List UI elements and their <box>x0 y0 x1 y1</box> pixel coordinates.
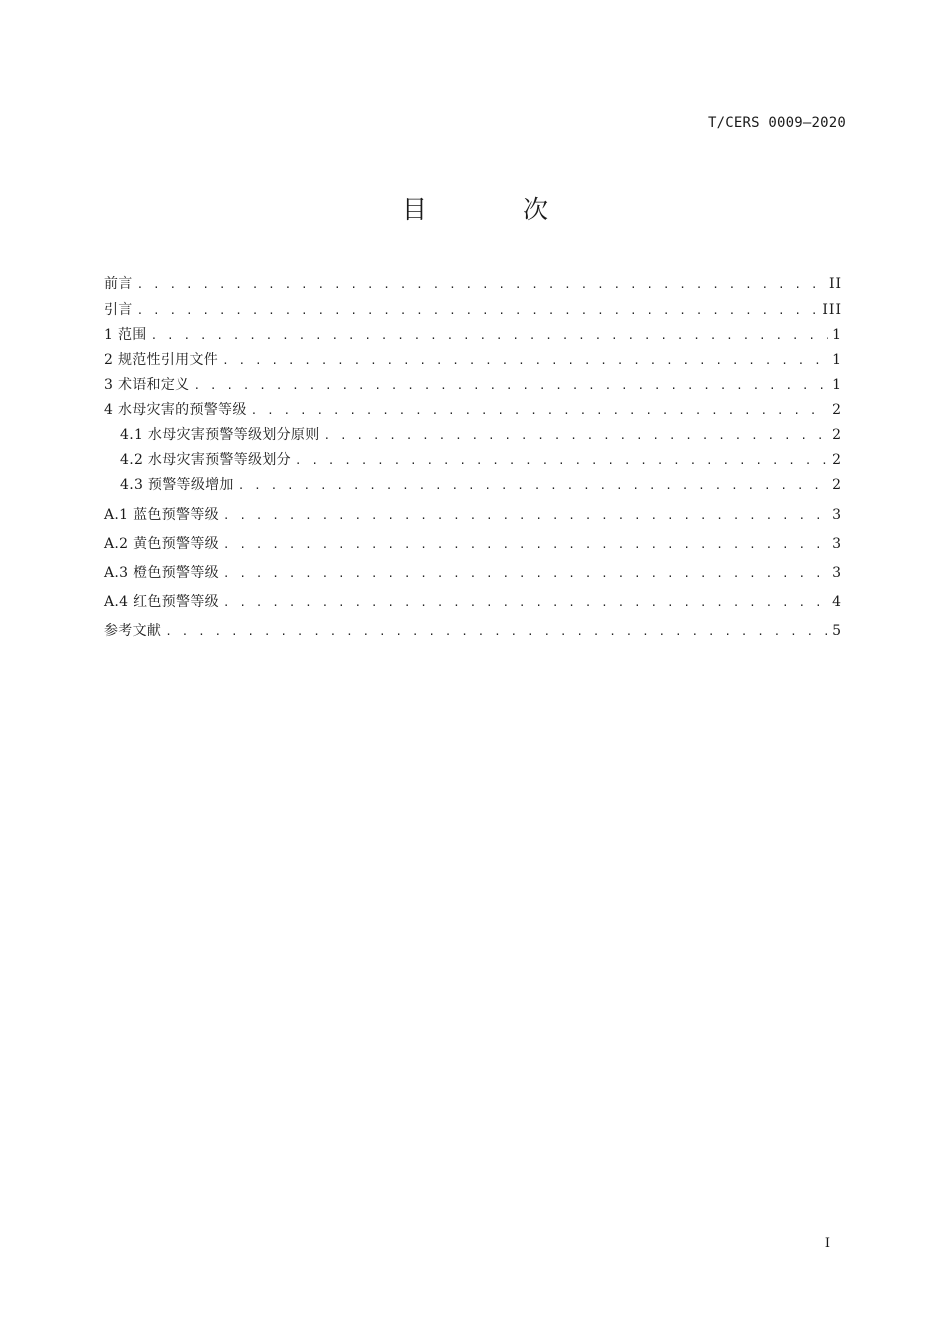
toc-dot-leader <box>295 448 828 473</box>
toc-entry-label: 4.2 水母灾害预警等级划分 <box>120 452 291 468</box>
toc-entry-label: 前言 <box>104 276 133 292</box>
toc-entry-label: A.2 黄色预警等级 <box>104 536 219 552</box>
toc-entry-4-1[interactable] <box>104 423 842 448</box>
toc-dot-leader <box>223 559 828 588</box>
toc-entry-bibliography[interactable] <box>104 617 842 646</box>
toc-entry-page: 1 <box>832 352 842 368</box>
table-of-contents <box>104 272 842 646</box>
toc-dot-leader <box>137 272 825 297</box>
toc-entry-label: 4 水母灾害的预警等级 <box>104 402 247 418</box>
toc-entry-introduction[interactable] <box>104 298 842 323</box>
toc-entry-label: 引言 <box>104 302 133 318</box>
toc-entry-label: 4.3 预警等级增加 <box>120 477 234 493</box>
toc-entry-page: 1 <box>832 377 842 393</box>
toc-entry-page: 3 <box>832 565 842 581</box>
toc-dot-leader <box>151 323 829 348</box>
toc-dot-leader <box>165 617 828 646</box>
toc-entry-page: 3 <box>832 536 842 552</box>
toc-dot-leader <box>222 348 828 373</box>
toc-entry-label: 1 范围 <box>104 327 147 343</box>
toc-entry-a-4[interactable] <box>104 588 842 617</box>
toc-dot-leader <box>193 373 828 398</box>
toc-entry-label: A.1 蓝色预警等级 <box>104 507 219 523</box>
toc-entry-label: A.4 红色预警等级 <box>104 594 219 610</box>
toc-entry-page: II <box>828 276 842 292</box>
toc-entry-warning-levels[interactable] <box>104 398 842 423</box>
page-number: I <box>824 1236 830 1251</box>
toc-entry-page: 4 <box>832 594 842 610</box>
toc-entry-page: III <box>822 302 842 318</box>
toc-entry-normative-references[interactable] <box>104 348 842 373</box>
toc-entry-label: 4.1 水母灾害预警等级划分原则 <box>120 427 320 443</box>
toc-dot-leader <box>223 501 828 530</box>
toc-dot-leader <box>223 588 828 617</box>
toc-entry-page: 2 <box>832 402 842 418</box>
toc-dot-leader <box>137 298 819 323</box>
page-title: 目 次 <box>402 195 592 224</box>
toc-entry-4-2[interactable] <box>104 448 842 473</box>
toc-entry-page: 2 <box>832 427 842 443</box>
toc-entry-page: 2 <box>832 477 842 493</box>
toc-dot-leader <box>324 423 829 448</box>
toc-dot-leader <box>251 398 828 423</box>
toc-entry-page: 3 <box>832 507 842 523</box>
document-code: T/CERS 0009—2020 <box>707 115 846 131</box>
toc-entry-label: A.3 橙色预警等级 <box>104 565 219 581</box>
toc-entry-scope[interactable] <box>104 323 842 348</box>
toc-entry-a-2[interactable] <box>104 530 842 559</box>
toc-dot-leader <box>238 473 828 498</box>
toc-entry-4-3[interactable] <box>104 473 842 498</box>
toc-entry-terms[interactable] <box>104 373 842 398</box>
toc-entry-page: 2 <box>832 452 842 468</box>
toc-entry-a-1[interactable] <box>104 501 842 530</box>
toc-entry-label: 2 规范性引用文件 <box>104 352 219 368</box>
toc-entry-label: 参考文献 <box>104 623 162 639</box>
toc-entry-a-3[interactable] <box>104 559 842 588</box>
toc-entry-foreword[interactable] <box>104 272 842 297</box>
toc-entry-page: 5 <box>832 623 842 639</box>
toc-entry-label: 3 术语和定义 <box>104 377 190 393</box>
toc-dot-leader <box>223 530 828 559</box>
toc-entry-page: 1 <box>832 327 842 343</box>
